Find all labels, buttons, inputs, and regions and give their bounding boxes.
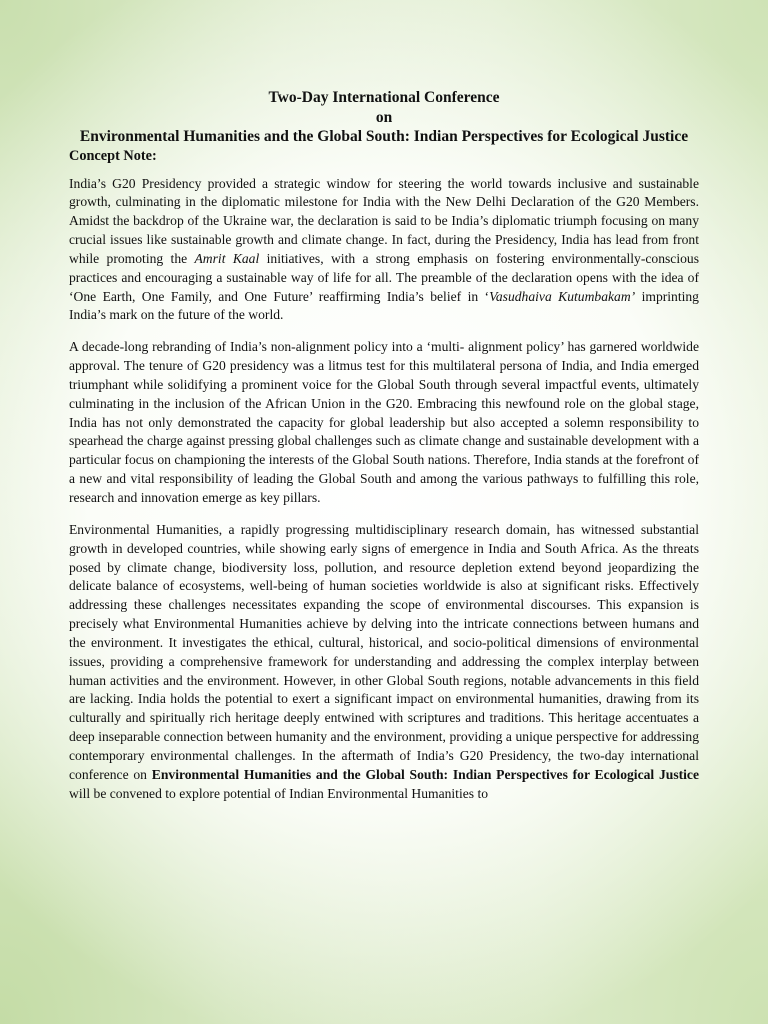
p1-text-e: imprinting India’s mark on the future of the world. [69, 288, 699, 323]
p3-text-a: Environmental Humanities, a rapidly progressing multidisciplinary research domain, has witnessed substantial growth in developed countries, while showing early signs of emergence in India and South Africa. As the threats posed by climate change, biodiversity loss, pollution, and resource depletion extend beyond jeopardizing the delicate balance of ecosystems, well-being of human societies worldwide is also at significant risks. Effectively addressing these challenges necessitates expanding the scope of environmental discourses. This expansion is precisely what Environmental Humanities achieve by delving into the intricate connections between humans and the environment. It investigates the ethical, cultural, historical, and socio-political dimensions of environmental issues, providing a comprehensive framework for understanding and addressing the complex interplay between human activities and the environment. However, in other Global South regions, notable advancements in this field are lacking. India holds the potential to exert a significant impact on environmental humanities, drawing from its culturally and spiritually rich heritage deeply entwined with scriptures and traditions. This heritage accentuates a deep inseparable connection between humanity and the environment, providing a unique perspective for addressing contemporary environmental challenges. In the aftermath of India’s G20 Presidency, the two-day international conference on [69, 521, 699, 782]
paragraph-1 [69, 175, 699, 326]
paragraph-3 [69, 521, 699, 804]
p1-italic-vasudhaiva: Vasudhaiva Kutumbakam’ [489, 288, 636, 304]
document-page [69, 88, 699, 817]
title-line-3: Environmental Humanities and the Global South: Indian Perspectives for Ecological Justice [79, 128, 689, 145]
concept-note-heading: Concept Note: [69, 147, 157, 164]
p3-text-c: will be convened to explore potential of Indian Environmental Humanities to [69, 785, 489, 801]
p1-text-a: India’s G20 Presidency provided a strategic window for steering the world towards inclusive and sustainable growth, culminating in the diplomatic milestone for India with the New Delhi Declaration of the G20 Members. Amidst the backdrop of the Ukraine war, the declaration is said to be India’s diplomatic triumph focusing on many crucial issues like sustainable growth and climate change. In fact, during the Presidency, India has lead from front while promoting the [69, 175, 699, 266]
p3-bold-conference-title: Environmental Humanities and the Global South: Indian Perspectives for Ecological Justice [151, 766, 699, 782]
p1-italic-amrit-kaal: Amrit Kaal [194, 250, 260, 266]
title-line-1: Two-Day International Conference [268, 89, 500, 106]
p1-text-c: initiatives, with a strong emphasis on fostering environmentally-conscious practices and encouraging a sustainable way of life for all. The preamble of the declaration opens with the idea of ‘One Earth, One Family, and One Future’ reaffirming India’s belief in ‘ [69, 250, 699, 304]
title-line-2: on [375, 108, 393, 126]
paragraph-2: A decade-long rebranding of India’s non-alignment policy into a ‘multi- alignment policy’ has garnered worldwide approval. The tenure of G20 presidency was a litmus test for this multilateral persona of India, and India emerged triumphant while solidifying a prominent voice for the Global South through several impactful events, ultimately culminating in the inclusion of the African Union in the G20. Embracing this newfound role on the global stage, India has not only demonstrated the capacity for global leadership but also accepted a solemn responsibility to spearhead the charge against pressing global challenges such as climate change and sustainable development with a particular focus on championing the interests of the Global South nations. Therefore, India stands at the forefront of a new and vital responsibility of leading the Global South and among the various pathways to fulfilling this role, research and innovation emerge as key pillars. [69, 339, 699, 505]
